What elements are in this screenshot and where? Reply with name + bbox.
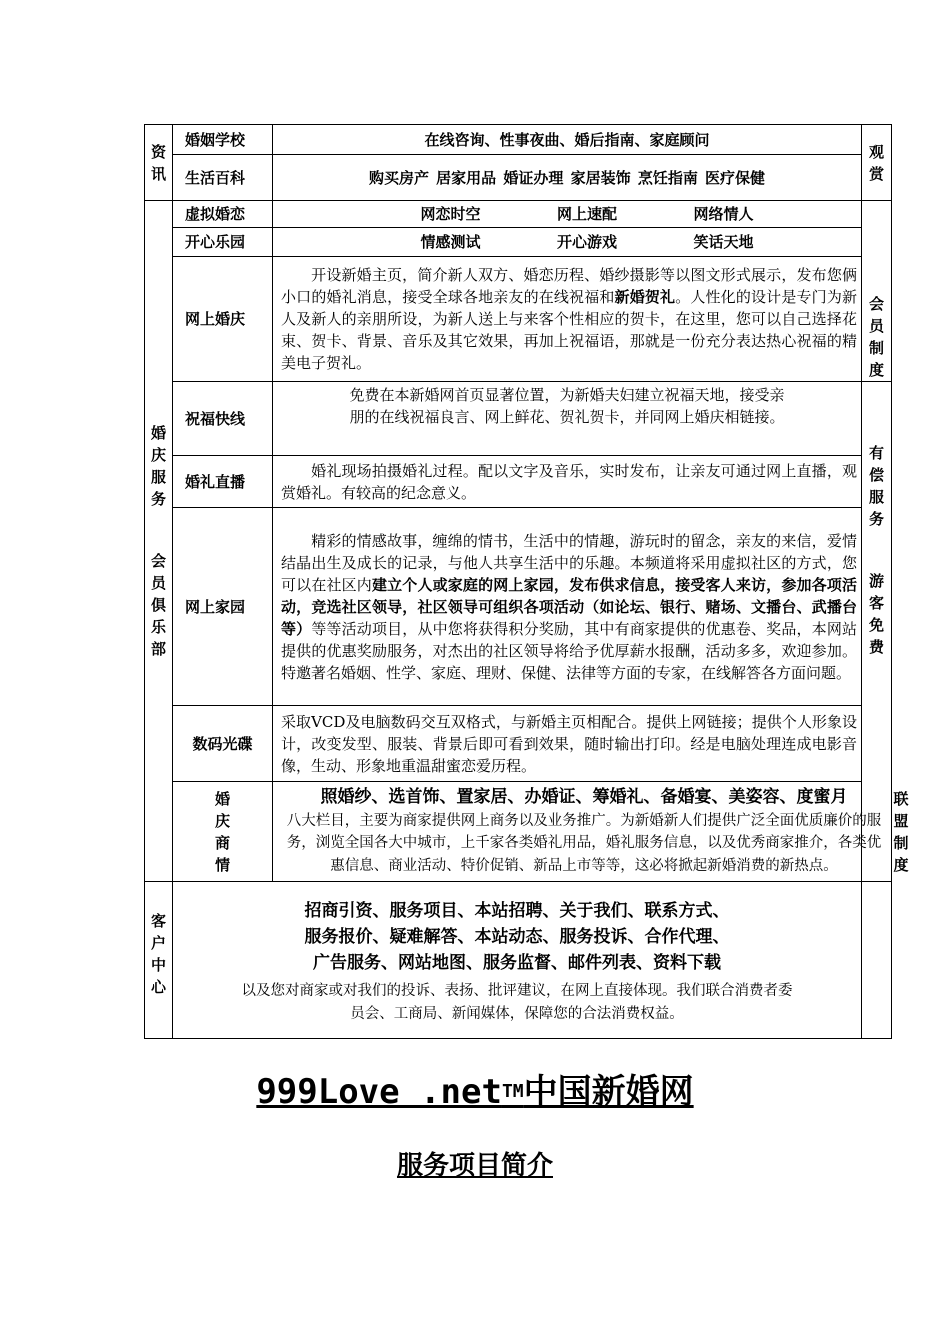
customer-center-right-empty bbox=[862, 882, 892, 1039]
service-table bbox=[144, 124, 909, 1039]
side-wedding-business: 婚庆商情 bbox=[173, 782, 273, 882]
row-wedding-business: 婚庆商情 照婚纱、选首饰、置家居、办婚证、筹婚礼、备婚宴、美姿容、度蜜月 八大栏目，主要为商家提供网上商务以及业务推广。为新婚新人们提供广泛全面优质廉价的服务，浏览全国各大中城市，上千家各类婚礼用品，婚礼服务信息，以及优秀商家推介，各类优惠信息、商业活动、特价促销、新品上市等等，这必将掀起新婚消费的新热点。 联盟制度 bbox=[145, 782, 892, 882]
side-wedding-service-member-club: 婚庆服务 会员俱乐部 bbox=[145, 201, 173, 882]
side-customer-center: 客户中心 bbox=[145, 882, 173, 1039]
side-paid-free: 有偿服务 游客免费 bbox=[862, 382, 892, 882]
fun-links bbox=[273, 228, 862, 257]
disc-desc: 采取VCD及电脑数码交互双格式，与新婚主页相配合。提供上网链接；提供个人形象设计，改变发型、服装、背景后即可看到效果，随时输出打印。经是电脑处理连成电影音像，生动、形象地重温甜蜜恋爱历程。 bbox=[273, 706, 862, 782]
row-digital-disc bbox=[145, 706, 892, 782]
category-life: 生活百科 bbox=[173, 155, 273, 201]
customer-links-line-3[interactable]: 广告服务、网站地图、服务监督、邮件列表、资料下载 bbox=[313, 953, 721, 973]
row-happy-park bbox=[145, 228, 892, 257]
row-life-encyclopedia bbox=[145, 155, 892, 201]
customer-links-line-1[interactable]: 招商引资、服务项目、本站招聘、关于我们、联系方式、 bbox=[304, 901, 730, 921]
row-blessing-line bbox=[145, 382, 892, 456]
virtual-link-1[interactable]: 网恋时空 bbox=[420, 205, 481, 223]
customer-links-line-2[interactable]: 服务报价、疑难解答、本站动态、服务投诉、合作代理、 bbox=[304, 927, 730, 947]
row-wedding-live bbox=[145, 456, 892, 508]
wedding-business-headline: 照婚纱、选首饰、置家居、办婚证、筹婚礼、备婚宴、美姿容、度蜜月 bbox=[320, 786, 848, 807]
live-desc: 婚礼现场拍摄婚礼过程。配以文字及音乐，实时发布，让亲友可通过网上直播，观赏婚礼。有较高的纪念意义。 bbox=[273, 456, 862, 508]
virtual-links bbox=[273, 201, 862, 228]
fun-link-1[interactable]: 情感测试 bbox=[420, 233, 481, 251]
category-online-celebration: 网上婚庆 bbox=[173, 257, 273, 382]
customer-center-content bbox=[173, 882, 862, 1039]
row-online-home bbox=[145, 508, 892, 706]
page-title: 999Love .net™中国新婚网 bbox=[256, 1072, 694, 1112]
category-home: 网上家园 bbox=[173, 508, 273, 706]
side-watch: 观赏 bbox=[862, 125, 892, 201]
life-links: 购买房产 居家用品 婚证办理 家居装饰 烹饪指南 医疗保健 bbox=[273, 155, 862, 201]
wedding-business-content bbox=[273, 782, 892, 882]
customer-desc-1: 以及您对商家或对我们的投诉、表扬、批评建议，在网上直接体现。我们联合消费者委 bbox=[241, 983, 793, 999]
category-marriage-school: 婚姻学校 bbox=[173, 125, 273, 155]
row-customer-center bbox=[145, 882, 892, 1039]
wedding-business-desc: 八大栏目，主要为商家提供网上商务以及业务推广。为新婚新人们提供广泛全面优质廉价的服务，浏览全国各大中城市，上千家各类婚礼用品，婚礼服务信息，以及优秀商家推介，各类优惠信息、商业活动、特价促销、新品上市等等，这必将掀起新婚消费的新热点。 bbox=[286, 812, 882, 874]
fun-link-2[interactable]: 开心游戏 bbox=[556, 233, 617, 251]
side-member-system: 会员制度 bbox=[862, 201, 892, 382]
category-virtual: 虚拟婚恋 bbox=[173, 201, 273, 228]
category-disc: 数码光碟 bbox=[173, 706, 273, 782]
row-online-celebration bbox=[145, 257, 892, 382]
fun-link-3[interactable]: 笑话天地 bbox=[693, 233, 754, 251]
online-celebration-desc: 开设新婚主页，简介新人双方、婚恋历程、婚纱摄影等以图文形式展示，发布您俩小口的婚礼消息，接受全球各地亲友的在线祝福和新婚贺礼。人性化的设计是专门为新人及新人的亲朋所设，为新人送上与来客个性相应的贺卡，在这里，您可以自己选择花束、贺卡、背景、音乐及其它效果，再加上祝福语，那就是一份充分表达热心祝福的精美电子贺礼。 bbox=[273, 257, 862, 382]
virtual-link-2[interactable]: 网上速配 bbox=[556, 205, 617, 223]
blessing-desc: 免费在本新婚网首页显著位置，为新婚夫妇建立祝福天地，接受亲 朋的在线祝福良言、网上鲜花、贺礼贺卡，并同网上婚庆相链接。 bbox=[273, 382, 862, 456]
category-fun: 开心乐园 bbox=[173, 228, 273, 257]
trademark-mark: TM bbox=[501, 1081, 524, 1102]
page-subtitle: 服务项目简介 bbox=[396, 1151, 553, 1181]
category-blessing: 祝福快线 bbox=[173, 382, 273, 456]
home-desc: 精彩的情感故事，缠绵的情书，生活中的情趣，游玩时的留念，亲友的来信，爱情结晶出生及成长的记录，与他人共享生活中的乐趣。本频道将采用虚拟社区的方式，您可以在社区内建立个人或家庭的网上家园，发布供求信息，接受客人来访，参加各项活动，竞选社区领导，社区领导可组织各项活动（如论坛、银行、赌场、文播台、武播台等）等等活动项目，从中您将获得积分奖励，其中有商家提供的优惠卷、奖品，本网站提供的优惠奖励服务，对杰出的社区领导将给予优厚薪水报酬，活动多多，欢迎参加。特邀著名婚姻、性学、家庭、理财、保健、法律等方面的专家，在线解答各方面问题。 bbox=[273, 508, 862, 706]
side-info: 资讯 bbox=[145, 125, 173, 201]
marriage-school-links: 在线咨询、性事夜曲、婚后指南、家庭顾问 bbox=[273, 125, 862, 155]
category-live: 婚礼直播 bbox=[173, 456, 273, 508]
virtual-link-3[interactable]: 网络情人 bbox=[693, 205, 754, 223]
customer-desc-2: 员会、工商局、新闻媒体，保障您的合法消费权益。 bbox=[350, 1005, 684, 1022]
row-marriage-school bbox=[145, 125, 892, 155]
row-virtual-romance bbox=[145, 201, 892, 228]
